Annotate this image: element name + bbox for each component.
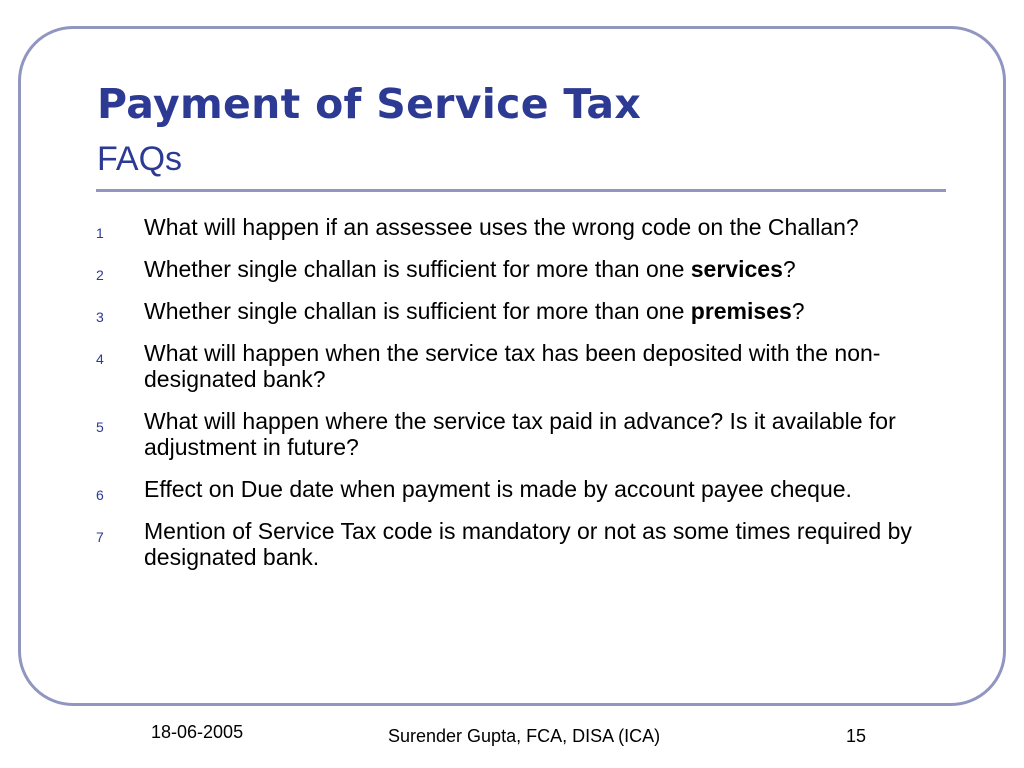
- faq-number: 3: [96, 309, 104, 325]
- faq-list: [96, 214, 936, 586]
- faq-question-emphasis: premises: [690, 298, 792, 324]
- footer-date: 18-06-2005: [151, 722, 244, 742]
- faq-number: 2: [96, 267, 104, 283]
- faq-item: [96, 340, 936, 392]
- faq-item: [96, 476, 936, 502]
- title-divider: [96, 189, 946, 192]
- faq-number: 1: [96, 225, 104, 241]
- faq-question-text: Whether single challan is sufficient for more than one: [144, 298, 691, 324]
- faq-question-text: Whether single challan is sufficient for more than one: [144, 256, 691, 282]
- faq-question: Effect on Due date when payment is made by account payee cheque.: [144, 476, 852, 502]
- faq-question-end: ?: [782, 256, 796, 282]
- faq-question: What will happen when the service tax has been deposited with the non-designated bank?: [144, 340, 881, 392]
- faq-question: Mention of Service Tax code is mandatory or not as some times required by designated bank.: [144, 518, 912, 570]
- footer-page-number: 15: [846, 726, 867, 746]
- faq-question: What will happen if an assessee uses the wrong code on the Challan?: [144, 214, 859, 240]
- faq-number: 7: [96, 529, 104, 545]
- slide-subtitle: FAQs: [97, 140, 183, 178]
- faq-question-end: ?: [791, 298, 805, 324]
- faq-item: [96, 214, 936, 240]
- faq-number: 5: [96, 419, 104, 435]
- faq-item: [96, 298, 936, 324]
- faq-question: [144, 298, 936, 324]
- faq-question: [144, 256, 936, 282]
- footer-author: Surender Gupta, FCA, DISA (ICA): [388, 726, 661, 746]
- faq-number: 4: [96, 351, 104, 367]
- faq-number: 6: [96, 487, 104, 503]
- faq-question-emphasis: services: [690, 256, 783, 282]
- faq-item: [96, 256, 936, 282]
- slide-title: Payment of Service Tax: [97, 80, 642, 128]
- faq-item: [96, 408, 936, 460]
- faq-item: [96, 518, 936, 570]
- faq-question: What will happen where the service tax paid in advance? Is it available for adjustment in future?: [144, 408, 896, 460]
